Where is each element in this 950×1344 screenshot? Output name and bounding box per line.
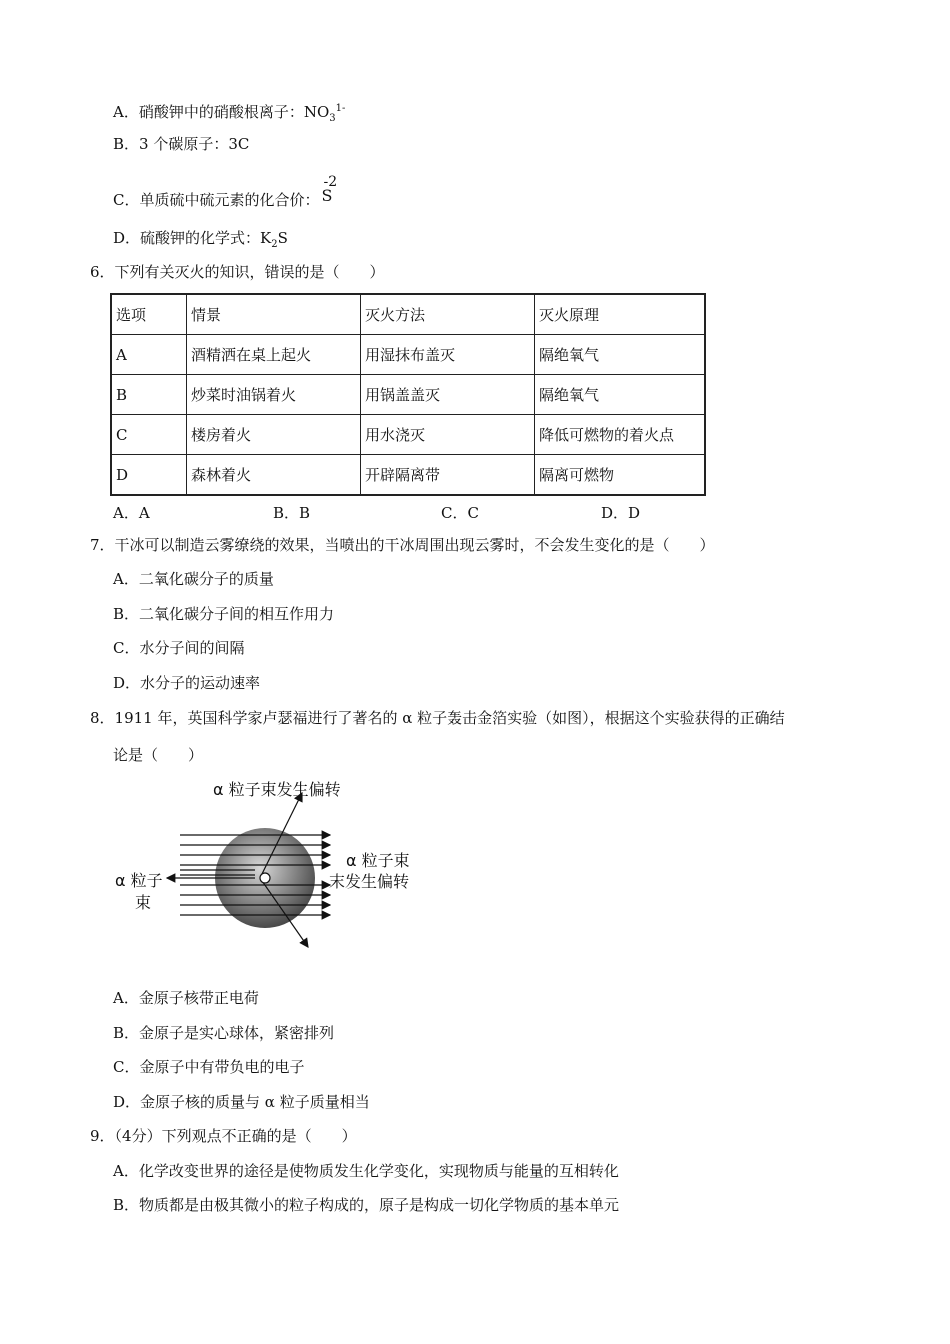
q5-option-d-tail: S (277, 229, 288, 247)
table-row (111, 375, 705, 415)
label-right-beam-2: 末发生偏转 (329, 872, 410, 891)
q5-option-a-subscript: 3 (329, 113, 336, 124)
q6-question: 6．下列有关灭火的知识，错误的是（ ） (90, 263, 385, 281)
q8-question-line2: 论是（ ） (113, 746, 204, 764)
valence-number: -2 (323, 174, 338, 190)
table-row (111, 455, 705, 496)
q8-option-a: A．金原子核带正电荷 (113, 989, 259, 1007)
q6-answer-b: B．B (273, 504, 311, 522)
q6-answer-a: A．A (113, 504, 150, 522)
table-cell: 用锅盖盖灭 (361, 375, 535, 415)
q5-option-b: B．3 个碳原子：3C (113, 135, 250, 153)
label-left-beam-1: α 粒子 (115, 871, 163, 890)
table-cell: 用水浇灭 (361, 415, 535, 455)
q5-option-d-text: D．硫酸钾的化学式：K (113, 229, 272, 247)
table-cell: 开辟隔离带 (361, 455, 535, 496)
q5-option-a-superscript: 1- (335, 103, 346, 114)
table-cell: D (111, 455, 187, 496)
table-cell: 降低可燃物的着火点 (535, 415, 706, 455)
table-cell: 隔离可燃物 (535, 455, 706, 496)
q5-option-c-text: C．单质硫中硫元素的化合价： (113, 191, 320, 209)
q5-option-c (113, 174, 338, 210)
rutherford-experiment-figure (105, 775, 435, 955)
q6-answer-choices (113, 502, 713, 522)
q7-option-b: B．二氧化碳分子间的相互作用力 (113, 605, 335, 623)
sulfur-valence (319, 174, 338, 210)
table-cell: 隔绝氧气 (535, 335, 706, 375)
table-header-cell: 选项 (111, 294, 187, 335)
q9-option-b: B．物质都是由极其微小的粒子构成的，原子是构成一切化学物质的基本单元 (113, 1196, 620, 1214)
table-header-cell: 灭火原理 (535, 294, 706, 335)
nucleus (260, 873, 270, 883)
q8-question-line1: 8．1911 年，英国科学家卢瑟福进行了著名的 α 粒子轰击金箔实验（如图），根据这个实验获得的正确结 (90, 709, 785, 727)
q7-question: 7．干冰可以制造云雾缭绕的效果，当喷出的干冰周围出现云雾时，不会发生变化的是（ ） (90, 536, 715, 554)
q5-option-a (113, 99, 345, 129)
table-cell: 楼房着火 (187, 415, 361, 455)
q8-option-b: B．金原子是实心球体，紧密排列 (113, 1024, 335, 1042)
table-cell: A (111, 335, 187, 375)
table-cell: 酒精洒在桌上起火 (187, 335, 361, 375)
table-cell: 隔绝氧气 (535, 375, 706, 415)
q9-question: 9．（4分）下列观点不正确的是（ ） (90, 1127, 357, 1145)
q7-option-a: A．二氧化碳分子的质量 (113, 570, 274, 588)
table-cell: 森林着火 (187, 455, 361, 496)
q8-option-d: D．金原子核的质量与 α 粒子质量相当 (113, 1093, 370, 1111)
q5-option-d-subscript: 2 (271, 239, 278, 250)
q9-option-a: A．化学改变世界的途径是使物质发生化学变化，实现物质与能量的互相转化 (113, 1162, 619, 1180)
q5-option-d (113, 228, 288, 255)
fire-table (110, 293, 706, 496)
table-header-cell: 灭火方法 (361, 294, 535, 335)
q6-answer-c: C．C (441, 504, 479, 522)
q5-option-a-text: A．硝酸钾中的硝酸根离子：NO (113, 103, 330, 121)
table-header-row (111, 294, 705, 335)
table-cell: 炒菜时油锅着火 (187, 375, 361, 415)
q8-option-c: C．金原子中有带负电的电子 (113, 1058, 305, 1076)
table-row (111, 415, 705, 455)
table-cell: C (111, 415, 187, 455)
q7-option-c: C．水分子间的间隔 (113, 639, 245, 657)
label-right-beam-1: α 粒子束 (346, 851, 410, 870)
table-header-cell: 情景 (187, 294, 361, 335)
q7-option-d: D．水分子的运动速率 (113, 674, 261, 692)
q6-answer-d: D．D (601, 504, 641, 522)
table-cell: 用湿抹布盖灭 (361, 335, 535, 375)
label-deflected-beam: α 粒子束发生偏转 (213, 780, 341, 799)
label-left-beam-2: 束 (135, 893, 152, 912)
table-row (111, 335, 705, 375)
table-cell: B (111, 375, 187, 415)
valence-element-symbol: S (321, 186, 333, 205)
